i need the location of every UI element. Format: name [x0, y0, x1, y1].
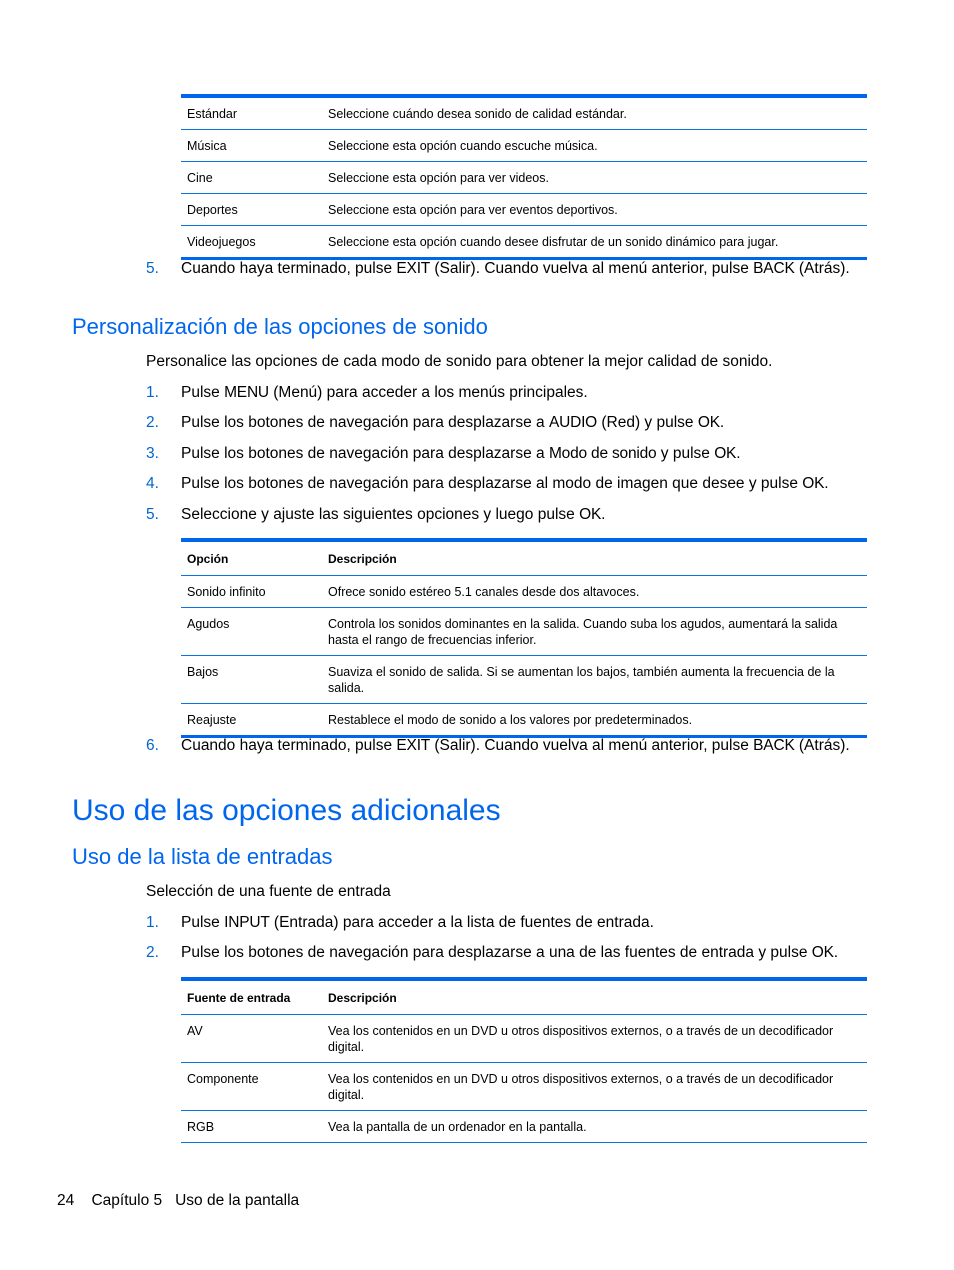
table-row: AV Vea los contenidos en un DVD u otros dispositivos externos, o a través de un decodificador digital. — [181, 1015, 867, 1063]
column-header: Opción — [181, 540, 322, 576]
table-row: Música Seleccione esta opción cuando escuche música. — [181, 130, 867, 162]
key-label: Modo de sonido — [548, 445, 657, 462]
page-footer — [57, 1191, 299, 1210]
key-label: INPUT — [224, 914, 270, 931]
key-label: AUDIO — [548, 414, 598, 431]
key-label: OK — [802, 475, 825, 492]
page-number: 24 — [57, 1192, 75, 1209]
column-header: Descripción — [322, 540, 867, 576]
table-row: Deportes Seleccione esta opción para ver eventos deportivos. — [181, 194, 867, 226]
table-row: Estándar Seleccione cuándo desea sonido de calidad estándar. — [181, 96, 867, 130]
sound-mode-table — [181, 94, 867, 260]
key-label: EXIT — [396, 260, 431, 277]
column-header: Fuente de entrada — [181, 979, 322, 1015]
key-label: OK — [714, 445, 737, 462]
key-label: OK — [697, 414, 720, 431]
key-label: BACK — [753, 260, 795, 277]
column-header: Descripción — [322, 979, 867, 1015]
section-intro: Selección de una fuente de entrada — [146, 883, 391, 900]
table-row: Videojuegos Seleccione esta opción cuando desee disfrutar de un sonido dinámico para jugar. — [181, 226, 867, 259]
step-number: 5. — [146, 260, 159, 277]
key-label: OK — [579, 506, 602, 523]
table-row: Sonido infinito Ofrece sonido estéreo 5.1 canales desde dos altavoces. — [181, 576, 867, 608]
input-source-table — [181, 977, 867, 1143]
chapter-heading: Uso de las opciones adicionales — [72, 794, 501, 827]
table-row: Componente Vea los contenidos en un DVD u otros dispositivos externos, o a través de un decodificador digital. — [181, 1063, 867, 1111]
section-heading: Uso de la lista de entradas — [72, 844, 333, 869]
section-intro: Personalice las opciones de cada modo de sonido para obtener la mejor calidad de sonido. — [146, 353, 773, 370]
table-row: Bajos Suaviza el sonido de salida. Si se aumentan los bajos, también aumenta la frecuencia de la salida. — [181, 656, 867, 704]
table-header-row — [181, 540, 867, 576]
section-heading: Personalización de las opciones de sonido — [72, 314, 488, 339]
step-text: Cuando haya terminado, pulse EXIT (Salir). Cuando vuelva al menú anterior, pulse BACK (Atrás). — [181, 260, 850, 277]
footer-title: Uso de la pantalla — [175, 1192, 300, 1209]
footer-chapter: Capítulo 5 — [91, 1192, 163, 1209]
table-row: Reajuste Restablece el modo de sonido a los valores por predeterminados. — [181, 704, 867, 737]
key-label: EXIT — [396, 737, 431, 754]
key-label: MENU — [224, 384, 269, 401]
key-label: BACK — [753, 737, 795, 754]
key-label: OK — [811, 944, 834, 961]
table-header-row — [181, 979, 867, 1015]
table-row: Cine Seleccione esta opción para ver videos. — [181, 162, 867, 194]
sound-options-table — [181, 538, 867, 738]
table-row: RGB Vea la pantalla de un ordenador en la pantalla. — [181, 1111, 867, 1143]
table-row: Agudos Controla los sonidos dominantes en la salida. Cuando suba los agudos, aumentará la salida hasta el rango de frecuencias inferior. — [181, 608, 867, 656]
